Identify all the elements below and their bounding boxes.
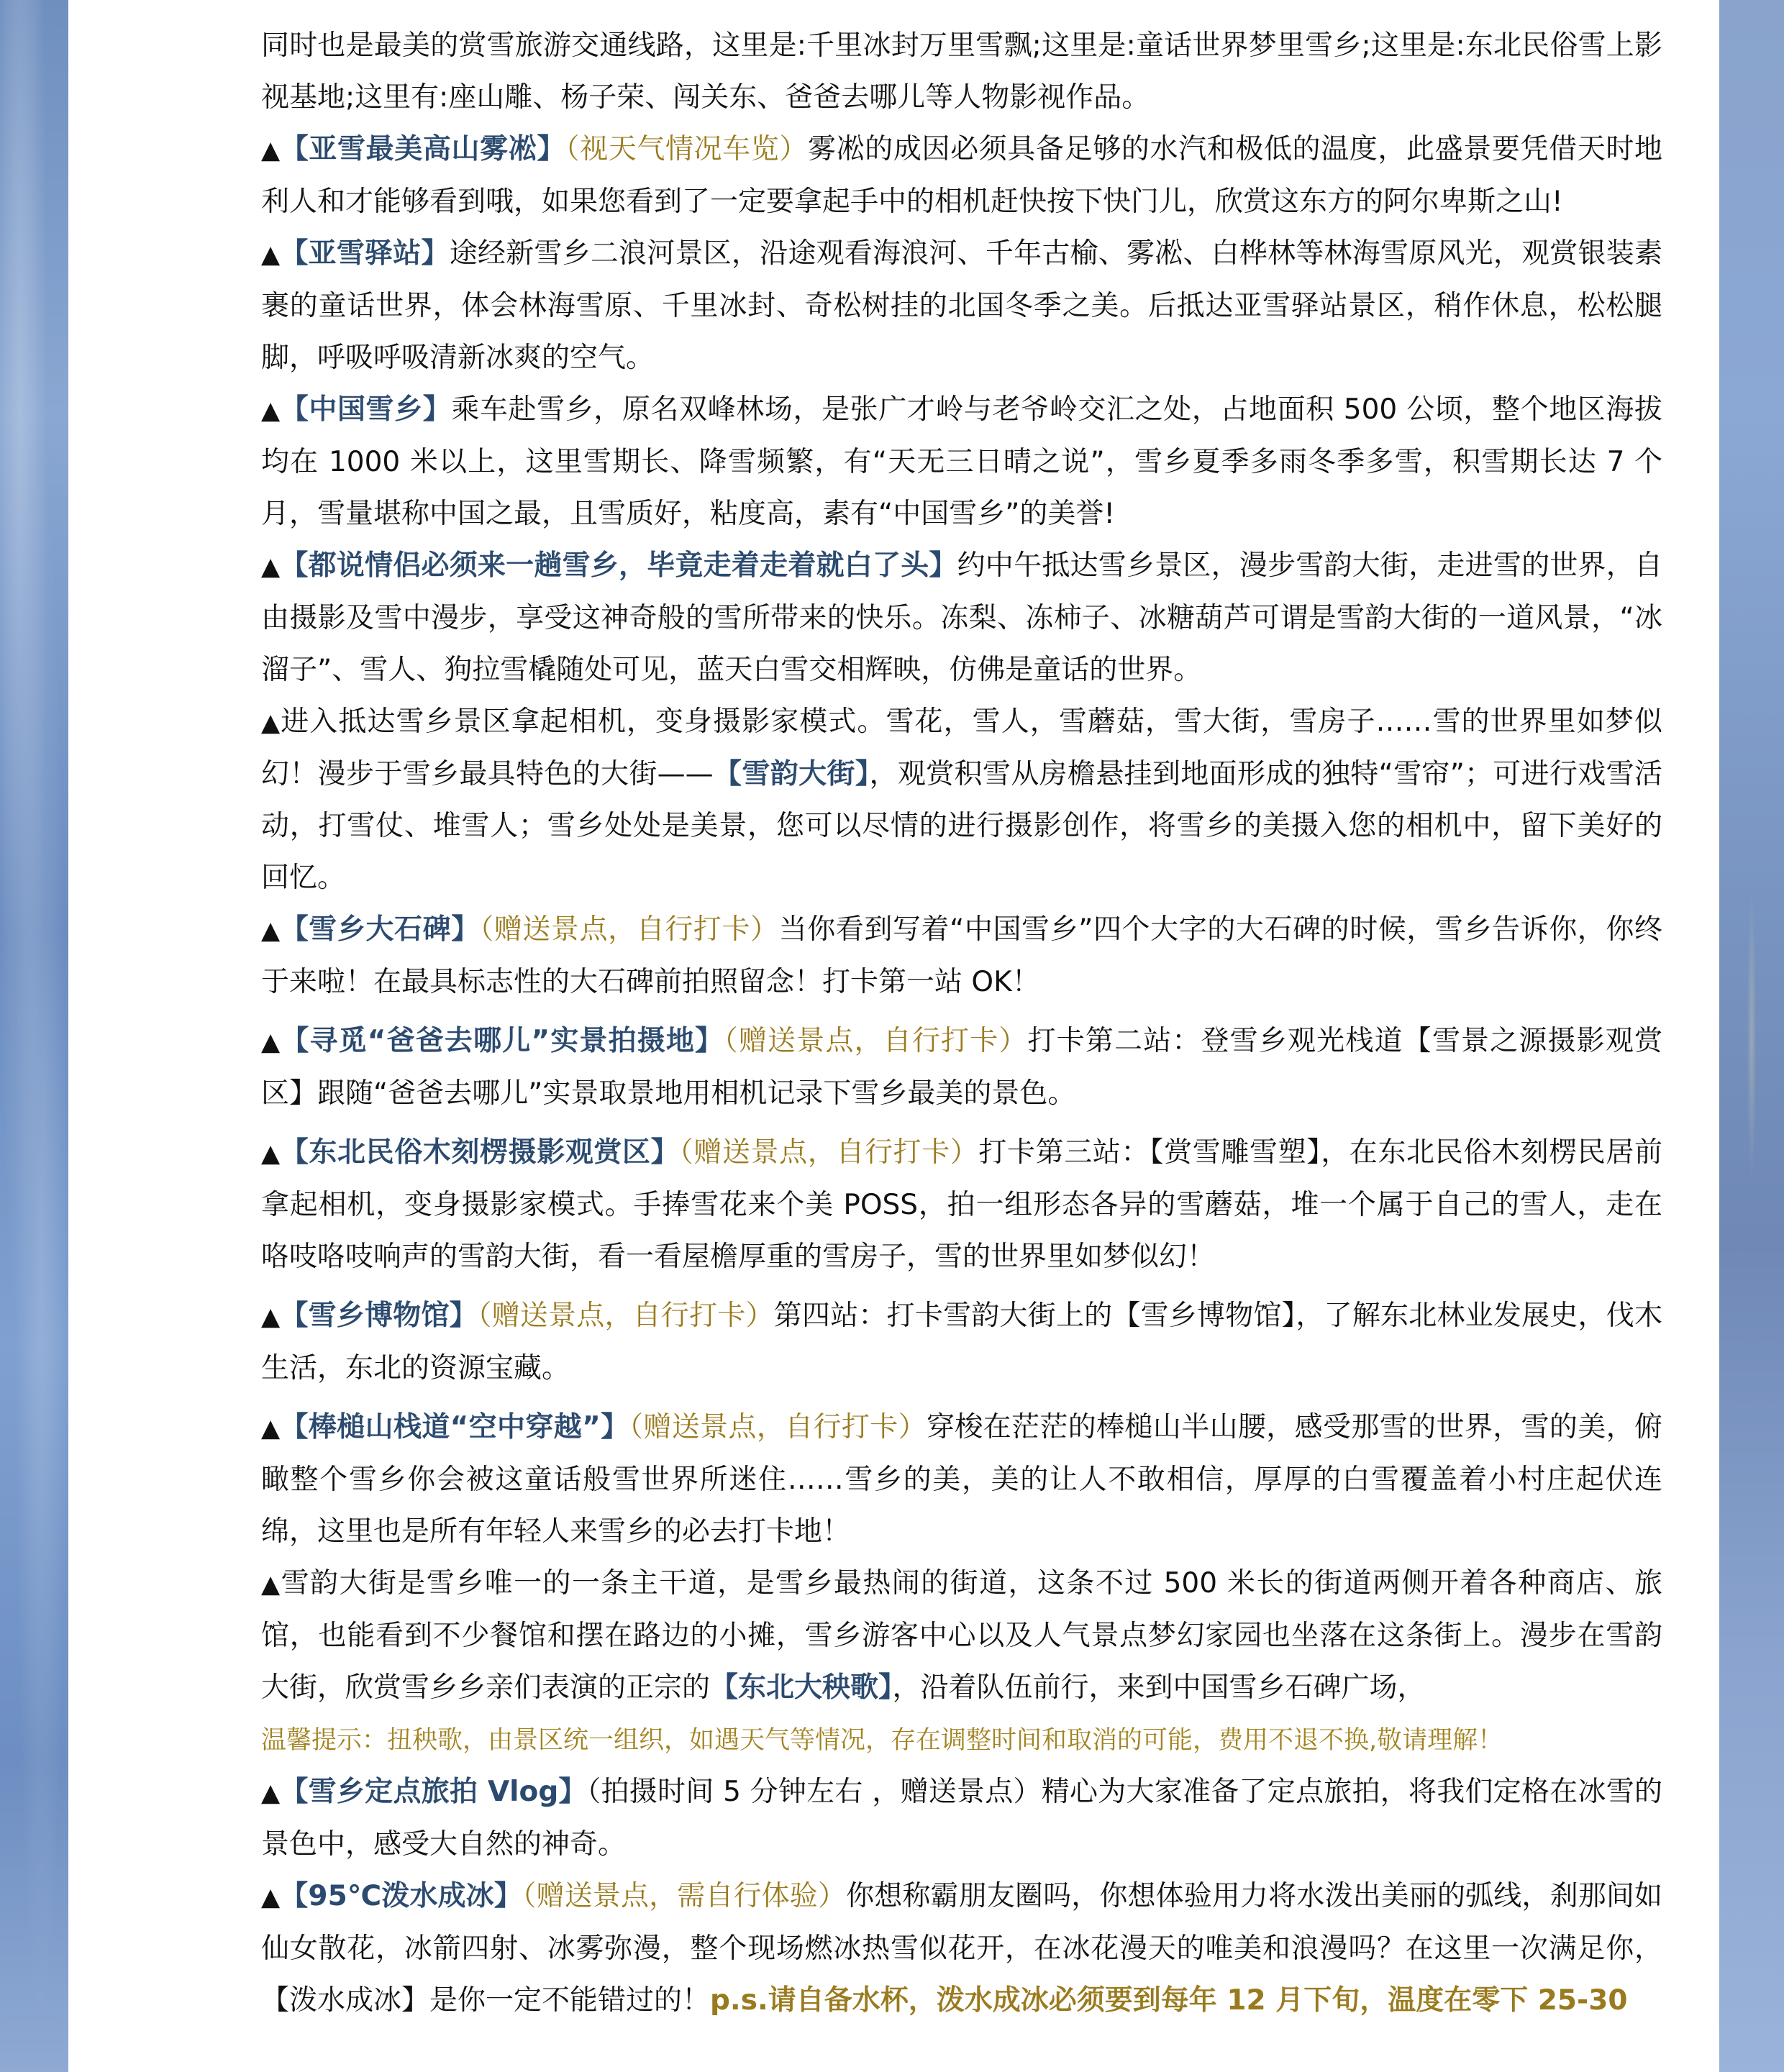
triangle-bullet-icon: ▲ — [261, 1139, 281, 1168]
attraction-note: （赠送景点，自行打卡） — [629, 1411, 927, 1443]
triangle-bullet-icon: ▲ — [261, 1028, 281, 1056]
body-text: 进入抵达雪乡景区拿起相机，变身摄影家模式。雪花，雪人，雪蘑菇，雪大街，雪房子……雪的世界里如梦似幻！漫步于雪乡最具特色的大街—— — [261, 706, 1662, 790]
paragraph-water-to-ice — [261, 1871, 1662, 2027]
attraction-title: 【雪韵大街】 — [713, 758, 870, 790]
attraction-title: 【亚雪最美高山雾凇】 — [280, 133, 565, 165]
attraction-title: 【雪乡博物馆】 — [280, 1300, 478, 1332]
paragraph-china-snow-town — [261, 384, 1662, 540]
decorative-snow-background-right — [1719, 0, 1784, 2072]
paragraph-museum — [261, 1290, 1662, 1395]
triangle-bullet-icon: ▲ — [261, 396, 281, 425]
paragraph-photography — [261, 696, 1662, 904]
triangle-bullet-icon: ▲ — [261, 916, 281, 945]
body-text: ，沿着队伍前行，来到中国雪乡石碑广场， — [892, 1671, 1426, 1704]
attraction-title: 【东北大秧歌】 — [710, 1671, 893, 1704]
triangle-bullet-icon: ▲ — [261, 552, 281, 581]
triangle-bullet-icon: ▲ — [261, 1570, 281, 1599]
paragraph-intro — [261, 20, 1662, 124]
attraction-title: 【都说情侣必须来一趟雪乡，毕竟走着走着就白了头】 — [280, 549, 957, 582]
attraction-title: 【棒槌山栈道“空中穿越”】 — [280, 1411, 629, 1443]
paragraph-folk-area — [261, 1127, 1662, 1283]
attraction-note: （视天气情况车览） — [565, 133, 809, 165]
paragraph-couples — [261, 540, 1662, 696]
attraction-title: 【雪乡定点旅拍 Vlog】 — [280, 1776, 587, 1808]
body-text: 约中午抵达雪乡景区，漫步雪韵大街，走进雪的世界，自由摄影及雪中漫步，享受这神奇般的雪所带来的快乐。冻梨、冻柿子、冰糖葫芦可谓是雪韵大街的一道风景，“冰溜子”、雪人、狗拉雪橇随处可见，蓝天白雪交相辉映，仿佛是童话的世界。 — [261, 549, 1662, 686]
attraction-note: （赠送景点，自行打卡） — [724, 1025, 1028, 1057]
warm-tip: 温馨提示：扭秧歌，由景区统一组织，如遇天气等情况，存在调整时间和取消的可能，费用不退不换,敬请理解！ — [261, 1726, 1503, 1755]
paragraph-vlog — [261, 1766, 1662, 1871]
decorative-snow-background-left — [0, 0, 68, 2072]
triangle-bullet-icon: ▲ — [261, 1414, 281, 1443]
body-text: 当你看到写着“中国雪乡”四个大字的大石碑的时候，雪乡告诉你，你终于来啦！在最具标志性的大石碑前拍照留念！打卡第一站 OK！ — [261, 913, 1662, 998]
attraction-note: （赠送景点，自行打卡） — [479, 913, 779, 946]
triangle-bullet-icon: ▲ — [261, 708, 281, 737]
attraction-title: 【亚雪驿站】 — [280, 237, 450, 270]
body-text: 你想称霸朋友圈吗，你想体验用力将水泼出美丽的弧线，刹那间如仙女散花，冰箭四射、冰雾弥漫，整个现场燃冰热雪似花开，在冰花漫天的唯美和浪漫吗？在这里一次满足你，【泼水成冰】是你一定不能错过的！ — [261, 1880, 1662, 2017]
attraction-title: 【95℃泼水成冰】 — [280, 1880, 522, 1912]
body-text: 雪韵大街是雪乡唯一的一条主干道，是雪乡最热闹的街道，这条不过 500 米长的街道两侧开着各种商店、旅馆，也能看到不少餐馆和摆在路边的小摊，雪乡游客中心以及人气景点梦幻家园也坐落在这条街上。漫步在雪韵大街，欣赏雪乡乡亲们表演的正宗的 — [261, 1567, 1662, 1704]
paragraph-rime-view — [261, 124, 1662, 228]
attraction-note: （赠送景点，自行打卡） — [477, 1300, 774, 1332]
body-text: 第四站：打卡雪韵大街上的【雪乡博物馆】，了解东北林业发展史，伐木生活，东北的资源宝藏。 — [261, 1300, 1662, 1384]
body-text: 同时也是最美的赏雪旅游交通线路，这里是:千里冰封万里雪飘;这里是:童话世界梦里雪乡;这里是:东北民俗雪上影视基地;这里有:座山雕、杨子荣、闯关东、爸爸去哪儿等人物影视作品。 — [261, 29, 1662, 114]
paragraph-xueyun-street — [261, 1558, 1662, 1766]
body-text: 打卡第三站：【赏雪雕雪塑】，在东北民俗木刻楞民居前拿起相机，变身摄影家模式。手捧雪花来个美 POSS，拍一组形态各异的雪蘑菇，堆一个属于自己的雪人，走在咯吱咯吱响声的雪韵大街，看一看屋檐厚重的雪房子，雪的世界里如梦似幻！ — [261, 1136, 1662, 1273]
triangle-bullet-icon: ▲ — [261, 1883, 281, 1912]
body-text: ，观赏积雪从房檐悬挂到地面形成的独特“雪帘”；可进行戏雪活动，打雪仗、堆雪人；雪乡处处是美景，您可以尽情的进行摄影创作，将雪乡的美摄入您的相机中，留下美好的回忆。 — [261, 758, 1662, 894]
triangle-bullet-icon: ▲ — [261, 136, 281, 165]
attraction-title: 【中国雪乡】 — [280, 393, 452, 426]
body-text: 打卡第二站：登雪乡观光栈道【雪景之源摄影观赏区】跟随“爸爸去哪儿”实景取景地用相机记录下雪乡最美的景色。 — [261, 1025, 1662, 1110]
triangle-bullet-icon: ▲ — [261, 240, 281, 269]
body-text: （拍摄时间 5 分钟左右 ，赠送景点）精心为大家准备了定点旅拍，将我们定格在冰雪的景色中，感受大自然的神奇。 — [261, 1776, 1662, 1861]
attraction-title: 【寻觅“爸爸去哪儿”实景拍摄地】 — [281, 1025, 724, 1057]
attraction-title: 【雪乡大石碑】 — [280, 913, 480, 946]
attraction-note: （赠送景点，自行打卡） — [679, 1136, 979, 1169]
attraction-note: （赠送景点，需自行体验） — [522, 1880, 847, 1912]
body-text: 途经新雪乡二浪河景区，沿途观看海浪河、千年古榆、雾凇、白桦林等林海雪原风光，观赏银装素裹的童话世界，体会林海雪原、千里冰封、奇松树挂的北国冬季之美。后抵达亚雪驿站景区，稍作休息，松松腿脚，呼吸呼吸清新冰爽的空气。 — [261, 237, 1662, 374]
paragraph-dad-where — [261, 1016, 1662, 1120]
paragraph-yaxue-station — [261, 228, 1662, 384]
body-text: 乘车赴雪乡，原名双峰林场，是张广才岭与老爷岭交汇之处，占地面积 500 公顷，整个地区海拔均在 1000 米以上，这里雪期长、降雪频繁，有“天无三日晴之说”，雪乡夏季多雨冬季多雪，积雪期长达 7 个月，雪量堪称中国之最，且雪质好，粘度高，素有“中国雪乡”的美誉! — [261, 393, 1662, 530]
attraction-title: 【东北民俗木刻楞摄影观赏区】 — [280, 1136, 680, 1169]
itinerary-text — [261, 20, 1662, 2027]
triangle-bullet-icon: ▲ — [261, 1302, 281, 1331]
body-text: 穿梭在茫茫的棒槌山半山腰，感受那雪的世界，雪的美，俯瞰整个雪乡你会被这童话般雪世界所迷住……雪乡的美，美的让人不敢相信，厚厚的白雪覆盖着小村庄起伏连绵，这里也是所有年轻人来雪乡的必去打卡地！ — [261, 1411, 1662, 1548]
paragraph-plank-road — [261, 1402, 1662, 1558]
paragraph-stone-tablet — [261, 904, 1662, 1008]
triangle-bullet-icon: ▲ — [261, 1779, 281, 1807]
body-text: 雾凇的成因必须具备足够的水汽和极低的温度，此盛景要凭借天时地利人和才能够看到哦，如果您看到了一定要拿起手中的相机赶快按下快门儿，欣赏这东方的阿尔卑斯之山! — [261, 133, 1662, 218]
ps-note: p.s.请自备水杯，泼水成冰必须要到每年 12 月下旬，温度在零下 25-30 — [710, 1984, 1628, 2017]
